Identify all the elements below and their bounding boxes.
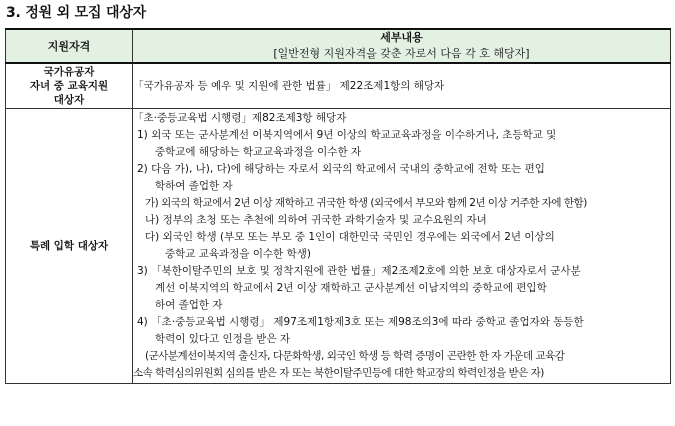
header-qualification: 지원자격 xyxy=(6,29,133,63)
table-row xyxy=(6,109,671,384)
detail-line: (군사분계선이북지역 출신자, 다문화학생, 외국인 학생 등 학력 증명이 곤란한 한 자 가운데 교육감 xyxy=(145,350,565,362)
row1-qual-line: 국가유공자 xyxy=(43,66,95,78)
detail-line: 나) 정부의 초청 또는 추천에 의하여 귀국한 과학기술자 및 교수요원의 자녀 xyxy=(145,214,487,226)
header-details-subtitle: [일반전형 지원자격을 갖춘 자로서 다음 각 호 해당자] xyxy=(273,47,530,60)
header-details-title: 세부내용 xyxy=(380,31,423,44)
detail-line: 중학교 교육과정을 이수한 학생) xyxy=(165,248,311,260)
detail-line: 학하여 졸업한 자 xyxy=(155,180,233,192)
header-details xyxy=(133,29,671,63)
detail-line: 4) 「초·중등교육법 시행령」 제97조제1항제3호 또는 제98조의3에 따라 중학교 졸업자와 동등한 xyxy=(137,316,584,328)
detail-line: 「초·중등교육법 시행령」제82조제3항 해당자 xyxy=(133,112,347,124)
detail-line: 중학교에 해당하는 학교교육과정을 이수한 자 xyxy=(155,146,362,158)
row2-detail xyxy=(133,109,671,384)
row1-detail: 「국가유공자 등 예우 및 지원에 관한 법률」 제22조제1항의 해당자 xyxy=(133,63,671,109)
row2-qualification: 특례 입학 대상자 xyxy=(6,109,133,384)
detail-line: 하여 졸업한 자 xyxy=(155,299,223,311)
detail-line: 2) 다음 가), 나), 다)에 해당하는 자로서 외국의 학교에서 국내의 중학교에 전학 또는 편입 xyxy=(137,163,545,175)
detail-line: 1) 외국 또는 군사분계선 이북지역에서 9년 이상의 학교교육과정을 이수하거나, 초등학교 및 xyxy=(137,129,557,141)
row1-qual-line: 자녀 중 교육지원 xyxy=(29,80,109,92)
detail-line: 가) 외국의 학교에서 2년 이상 재학하고 귀국한 학생 (외국에서 부모와 함께 2년 이상 거주한 자에 한함) xyxy=(145,197,587,209)
detail-line: 소속 학력심의위원회 심의를 받은 자 또는 북한이탈주민등에 대한 학교장의 학력인정을 받은 자) xyxy=(133,367,544,379)
detail-line: 학력이 있다고 인정을 받은 자 xyxy=(155,333,291,345)
eligibility-table xyxy=(5,28,671,384)
detail-line: 다) 외국인 학생 (부모 또는 부모 중 1인이 대한민국 국민인 경우에는 외국에서 2년 이상의 xyxy=(145,231,555,243)
table-row xyxy=(6,63,671,109)
table-header-row xyxy=(6,29,671,63)
detail-line: 3) 「북한이탈주민의 보호 및 정착지원에 관한 법률」제2조제2호에 의한 보호 대상자로서 군사분 xyxy=(137,265,581,277)
row1-qual-line: 대상자 xyxy=(53,94,85,106)
detail-line: 계선 이북지역의 학교에서 2년 이상 재학하고 군사분계선 이남지역의 중학교에 편입학 xyxy=(155,282,547,294)
row1-qualification xyxy=(6,63,133,109)
section-heading: 3. 정원 외 모집 대상자 xyxy=(6,5,146,21)
